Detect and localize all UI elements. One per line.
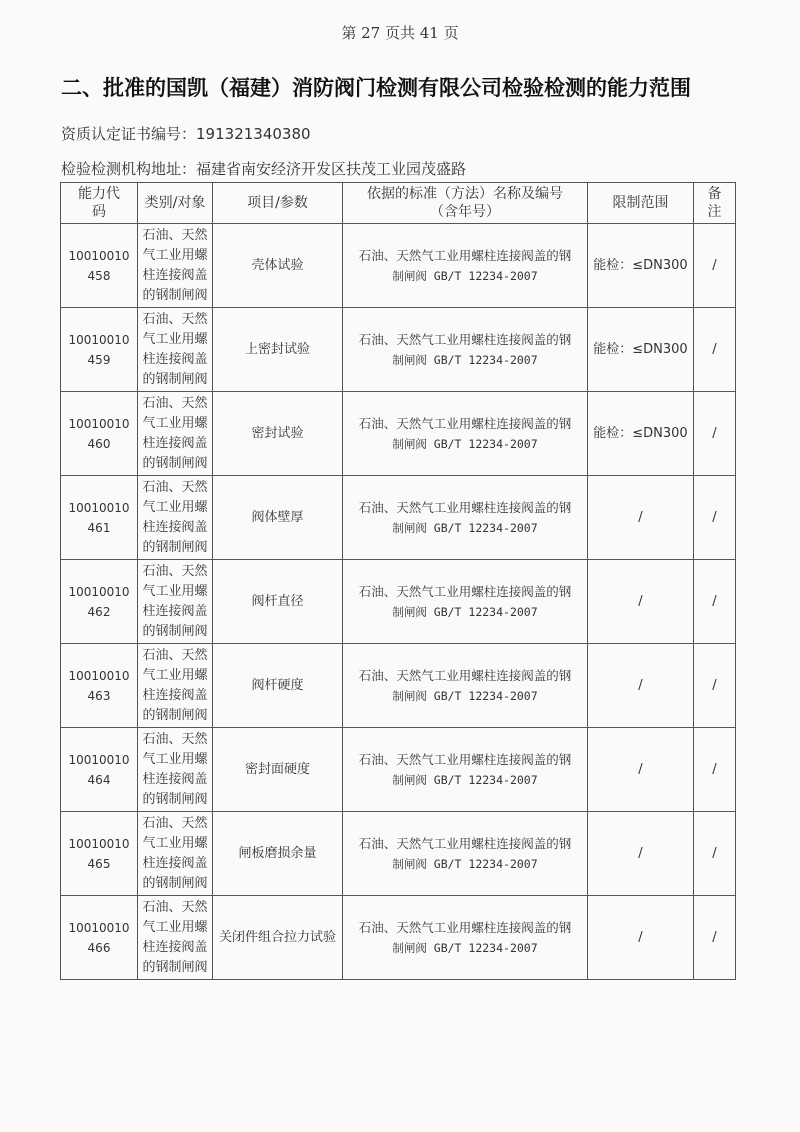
header-standard-line-2: （含年号） bbox=[430, 204, 500, 220]
standard-reference bbox=[343, 560, 588, 644]
table-row bbox=[61, 224, 736, 308]
standard-reference-line: 石油、天然气工业用螺柱连接阀盖的钢 bbox=[358, 919, 572, 935]
capability-code-line: 10010010 bbox=[68, 500, 130, 515]
standard-reference bbox=[343, 728, 588, 812]
standard-reference-line: 石油、天然气工业用螺柱连接阀盖的钢 bbox=[358, 415, 572, 431]
category-object-line: 石油、天然 bbox=[142, 395, 208, 411]
category-object-line: 石油、天然 bbox=[142, 227, 208, 243]
header-code-line-1: 能力代 bbox=[78, 186, 120, 202]
table-body bbox=[61, 224, 736, 980]
header-note-line-2: 注 bbox=[707, 204, 722, 220]
standard-reference-line: 石油、天然气工业用螺柱连接阀盖的钢 bbox=[358, 751, 572, 767]
capability-code-line: 459 bbox=[87, 352, 111, 367]
category-object-line: 的钢制闸阀 bbox=[142, 455, 208, 471]
capability-code-line: 10010010 bbox=[68, 836, 130, 851]
capability-code-line: 461 bbox=[87, 520, 111, 535]
standard-reference-line: 石油、天然气工业用螺柱连接阀盖的钢 bbox=[358, 583, 572, 599]
table-row bbox=[61, 392, 736, 476]
category-object-line: 柱连接阀盖 bbox=[142, 267, 208, 283]
category-object-line: 柱连接阀盖 bbox=[142, 519, 208, 535]
standard-reference-line: 制闸阀 GB/T 12234-2007 bbox=[392, 436, 538, 451]
category-object-line: 的钢制闸阀 bbox=[142, 791, 208, 807]
category-object-line: 气工业用螺 bbox=[142, 415, 208, 431]
standard-reference-line: 石油、天然气工业用螺柱连接阀盖的钢 bbox=[358, 499, 572, 515]
category-object-line: 石油、天然 bbox=[142, 311, 208, 327]
header-standard-line-1: 依据的标准（方法）名称及编号 bbox=[367, 186, 563, 202]
category-object-line: 的钢制闸阀 bbox=[142, 623, 208, 639]
category-object-line: 石油、天然 bbox=[142, 479, 208, 495]
remark: / bbox=[694, 812, 736, 896]
category-object bbox=[138, 560, 213, 644]
capability-code-line: 10010010 bbox=[68, 584, 130, 599]
capability-code-line: 10010010 bbox=[68, 416, 130, 431]
capability-code bbox=[61, 896, 138, 980]
category-object-line: 石油、天然 bbox=[142, 815, 208, 831]
standard-reference-line: 制闸阀 GB/T 12234-2007 bbox=[392, 940, 538, 955]
page-number: 第 27 页共 41 页 bbox=[341, 24, 459, 42]
capability-code-line: 465 bbox=[87, 856, 111, 871]
item-parameter: 壳体试验 bbox=[213, 224, 343, 308]
category-object-line: 气工业用螺 bbox=[142, 751, 208, 767]
limit-range: / bbox=[588, 560, 694, 644]
item-parameter: 密封面硬度 bbox=[213, 728, 343, 812]
category-object-line: 石油、天然 bbox=[142, 647, 208, 663]
category-object bbox=[138, 308, 213, 392]
category-object-line: 柱连接阀盖 bbox=[142, 855, 208, 871]
header-code-line-2: 码 bbox=[92, 204, 106, 220]
item-parameter: 闸板磨损余量 bbox=[213, 812, 343, 896]
item-parameter: 上密封试验 bbox=[213, 308, 343, 392]
header-code bbox=[61, 183, 138, 224]
category-object-line: 石油、天然 bbox=[142, 899, 208, 915]
capability-code-line: 460 bbox=[87, 436, 111, 451]
table-row bbox=[61, 896, 736, 980]
capability-code bbox=[61, 476, 138, 560]
remark: / bbox=[694, 476, 736, 560]
header-category: 类别/对象 bbox=[138, 183, 213, 224]
category-object bbox=[138, 392, 213, 476]
capability-code bbox=[61, 308, 138, 392]
table-row bbox=[61, 728, 736, 812]
item-parameter: 关闭件组合拉力试验 bbox=[213, 896, 343, 980]
standard-reference-line: 制闸阀 GB/T 12234-2007 bbox=[392, 688, 538, 703]
category-object-line: 石油、天然 bbox=[142, 731, 208, 747]
remark: / bbox=[694, 392, 736, 476]
standard-reference bbox=[343, 392, 588, 476]
capability-code-line: 463 bbox=[87, 688, 111, 703]
capability-code bbox=[61, 812, 138, 896]
remark: / bbox=[694, 644, 736, 728]
standard-reference bbox=[343, 224, 588, 308]
standard-reference-line: 石油、天然气工业用螺柱连接阀盖的钢 bbox=[358, 667, 572, 683]
standard-reference-line: 制闸阀 GB/T 12234-2007 bbox=[392, 604, 538, 619]
capability-code-line: 464 bbox=[87, 772, 111, 787]
table-row bbox=[61, 308, 736, 392]
category-object bbox=[138, 812, 213, 896]
capability-code bbox=[61, 644, 138, 728]
remark: / bbox=[694, 224, 736, 308]
address-line bbox=[61, 158, 466, 179]
category-object-line: 气工业用螺 bbox=[142, 331, 208, 347]
standard-reference-line: 制闸阀 GB/T 12234-2007 bbox=[392, 268, 538, 283]
category-object-line: 柱连接阀盖 bbox=[142, 939, 208, 955]
capability-scope-table bbox=[60, 182, 736, 980]
category-object-line: 的钢制闸阀 bbox=[142, 539, 208, 555]
remark: / bbox=[694, 560, 736, 644]
capability-code-line: 10010010 bbox=[68, 332, 130, 347]
category-object-line: 柱连接阀盖 bbox=[142, 435, 208, 451]
remark: / bbox=[694, 728, 736, 812]
address-value: 福建省南安经济开发区扶茂工业园茂盛路 bbox=[196, 160, 467, 178]
standard-reference bbox=[343, 896, 588, 980]
standard-reference-line: 制闸阀 GB/T 12234-2007 bbox=[392, 856, 538, 871]
certificate-number-line bbox=[61, 123, 311, 144]
section-title: 二、批准的国凯（福建）消防阀门检测有限公司检验检测的能力范围 bbox=[61, 76, 691, 100]
standard-reference-line: 制闸阀 GB/T 12234-2007 bbox=[392, 520, 538, 535]
standard-reference-line: 制闸阀 GB/T 12234-2007 bbox=[392, 352, 538, 367]
category-object bbox=[138, 728, 213, 812]
limit-range: 能检：≤DN300 bbox=[588, 392, 694, 476]
table-row bbox=[61, 476, 736, 560]
header-note-line-1: 备 bbox=[707, 186, 722, 202]
category-object-line: 石油、天然 bbox=[142, 563, 208, 579]
standard-reference bbox=[343, 476, 588, 560]
standard-reference-line: 石油、天然气工业用螺柱连接阀盖的钢 bbox=[358, 835, 572, 851]
category-object-line: 气工业用螺 bbox=[142, 919, 208, 935]
standard-reference bbox=[343, 308, 588, 392]
category-object-line: 的钢制闸阀 bbox=[142, 707, 208, 723]
category-object-line: 柱连接阀盖 bbox=[142, 687, 208, 703]
address-label: 检验检测机构地址： bbox=[61, 160, 197, 178]
item-parameter: 阀杆硬度 bbox=[213, 644, 343, 728]
capability-code-line: 466 bbox=[87, 940, 111, 955]
remark: / bbox=[694, 896, 736, 980]
category-object-line: 气工业用螺 bbox=[142, 667, 208, 683]
table-row bbox=[61, 560, 736, 644]
capability-code bbox=[61, 224, 138, 308]
limit-range: / bbox=[588, 896, 694, 980]
item-parameter: 阀体壁厚 bbox=[213, 476, 343, 560]
header-note bbox=[694, 183, 736, 224]
category-object bbox=[138, 224, 213, 308]
category-object-line: 的钢制闸阀 bbox=[142, 287, 208, 303]
item-parameter: 阀杆直径 bbox=[213, 560, 343, 644]
category-object-line: 气工业用螺 bbox=[142, 499, 208, 515]
standard-reference-line: 石油、天然气工业用螺柱连接阀盖的钢 bbox=[358, 331, 572, 347]
category-object-line: 的钢制闸阀 bbox=[142, 371, 208, 387]
standard-reference-line: 制闸阀 GB/T 12234-2007 bbox=[392, 772, 538, 787]
table-row bbox=[61, 644, 736, 728]
header-standard bbox=[343, 183, 588, 224]
category-object-line: 的钢制闸阀 bbox=[142, 875, 208, 891]
category-object-line: 气工业用螺 bbox=[142, 835, 208, 851]
header-limit: 限制范围 bbox=[588, 183, 694, 224]
limit-range: / bbox=[588, 644, 694, 728]
certificate-label: 资质认定证书编号： bbox=[61, 125, 197, 143]
capability-code-line: 10010010 bbox=[68, 668, 130, 683]
standard-reference bbox=[343, 812, 588, 896]
capability-code bbox=[61, 728, 138, 812]
capability-code-line: 10010010 bbox=[68, 920, 130, 935]
table-row bbox=[61, 812, 736, 896]
category-object-line: 气工业用螺 bbox=[142, 583, 208, 599]
item-parameter: 密封试验 bbox=[213, 392, 343, 476]
capability-code bbox=[61, 392, 138, 476]
standard-reference bbox=[343, 644, 588, 728]
limit-range: / bbox=[588, 476, 694, 560]
capability-code-line: 458 bbox=[87, 268, 111, 283]
limit-range: 能检：≤DN300 bbox=[588, 224, 694, 308]
limit-range: / bbox=[588, 728, 694, 812]
category-object-line: 柱连接阀盖 bbox=[142, 351, 208, 367]
remark: / bbox=[694, 308, 736, 392]
category-object bbox=[138, 476, 213, 560]
capability-code-line: 462 bbox=[87, 604, 111, 619]
limit-range: / bbox=[588, 812, 694, 896]
category-object bbox=[138, 896, 213, 980]
certificate-number: 191321340380 bbox=[196, 125, 311, 143]
capability-code bbox=[61, 560, 138, 644]
category-object-line: 柱连接阀盖 bbox=[142, 771, 208, 787]
category-object-line: 柱连接阀盖 bbox=[142, 603, 208, 619]
table-header-row bbox=[61, 183, 736, 224]
category-object-line: 的钢制闸阀 bbox=[142, 959, 208, 975]
limit-range: 能检：≤DN300 bbox=[588, 308, 694, 392]
capability-code-line: 10010010 bbox=[68, 752, 130, 767]
category-object bbox=[138, 644, 213, 728]
header-item: 项目/参数 bbox=[213, 183, 343, 224]
category-object-line: 气工业用螺 bbox=[142, 247, 208, 263]
standard-reference-line: 石油、天然气工业用螺柱连接阀盖的钢 bbox=[358, 247, 572, 263]
capability-code-line: 10010010 bbox=[68, 248, 130, 263]
